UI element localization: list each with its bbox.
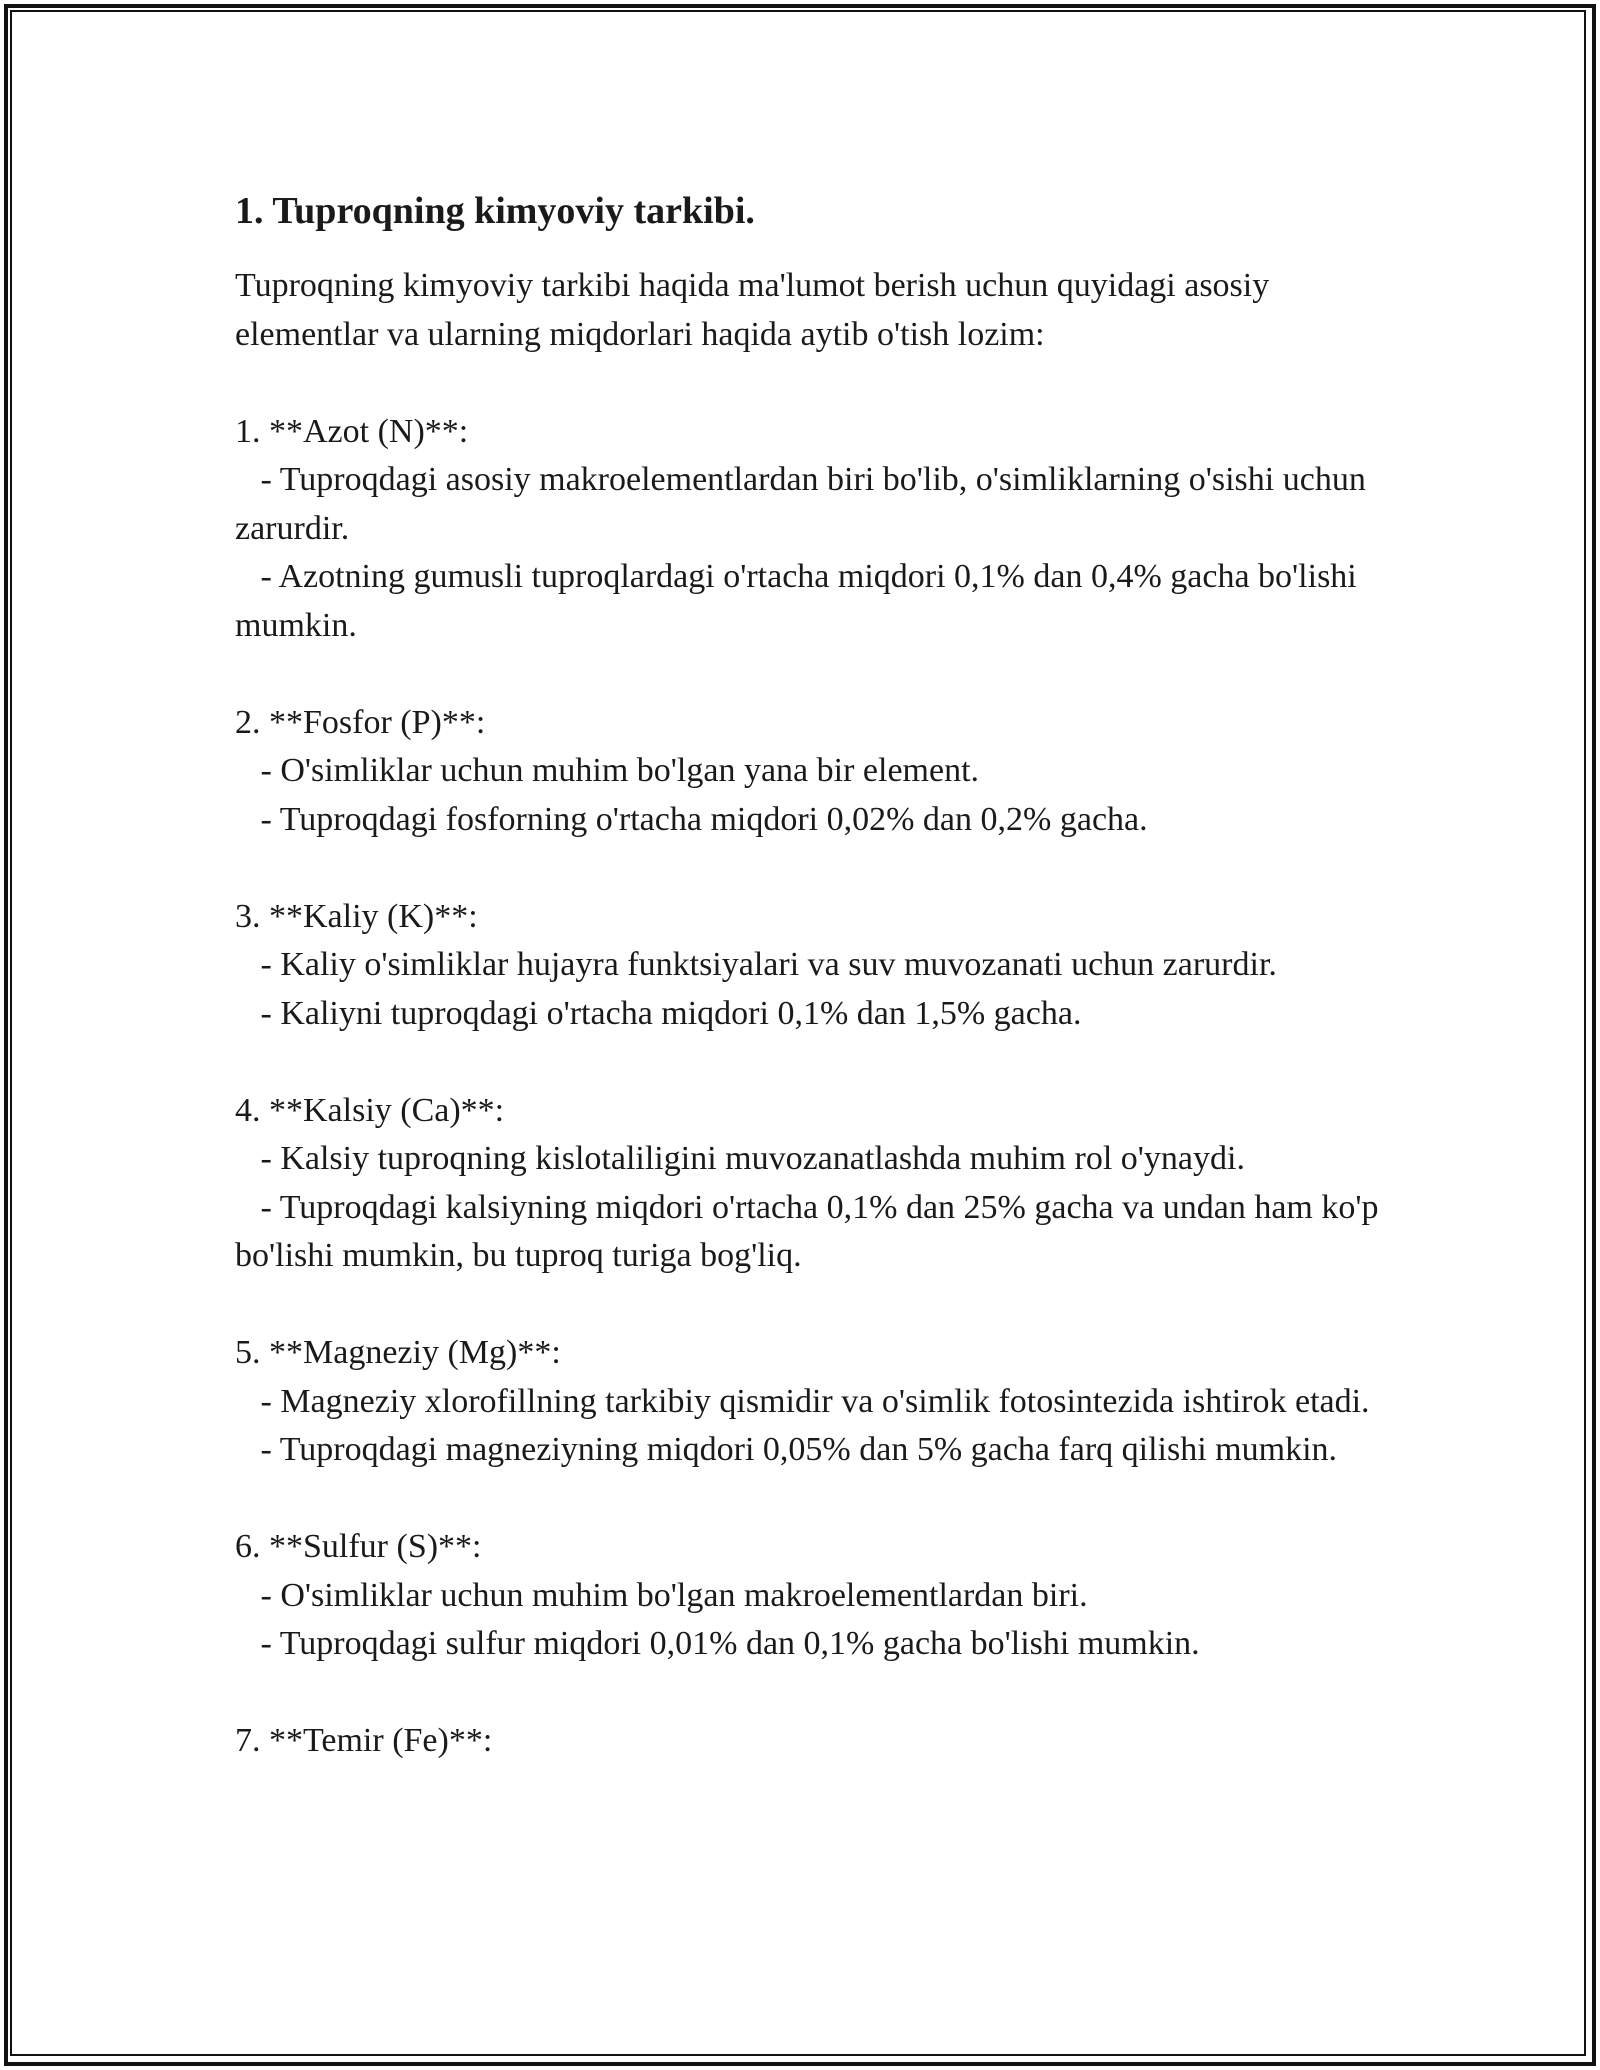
section-heading: 3. **Kaliy (K)**:: [235, 897, 478, 935]
section-point: - Kalsiy tuproqning kislotaliligini muvozanatlashda muhim rol o'ynaydi.: [235, 1140, 1245, 1177]
section-azot: [235, 408, 1415, 651]
spacer: [235, 1281, 1415, 1330]
section-point: - Tuproqdagi asosiy makroelementlardan biri bo'lib, o'simliklarning o'sishi uchun zarurdir.: [235, 461, 1375, 547]
section-kaliy: [235, 893, 1415, 1039]
section-point: - Magneziy xlorofillning tarkibiy qismidir va o'simlik fotosintezida ishtirok etadi.: [235, 1382, 1370, 1420]
spacer: [235, 359, 1415, 408]
spacer: [235, 1038, 1415, 1087]
section-heading: 7. **Temir (Fe)**:: [235, 1722, 493, 1759]
intro-paragraph: Tuproqning kimyoviy tarkibi haqida ma'lumot berish uchun quyidagi asosiy elementlar va ularning miqdorlari haqida aytib o'tish lozim:: [235, 267, 1278, 353]
spacer: [235, 650, 1415, 699]
section-point: - O'simliklar uchun muhim bo'lgan makroelementlardan biri.: [235, 1576, 1088, 1614]
section-point: - Azotning gumusli tuproqlardagi o'rtacha miqdori 0,1% dan 0,4% gacha bo'lishi mumkin.: [235, 558, 1366, 644]
section-fosfor: [235, 699, 1415, 845]
section-point: - Tuproqdagi kalsiyning miqdori o'rtacha 0,1% dan 25% gacha va undan ham ko'p bo'lishi mumkin, bu tuproq turiga bog'liq.: [235, 1188, 1387, 1274]
spacer: [235, 1669, 1415, 1718]
section-kalsiy: [235, 1087, 1415, 1281]
section-heading: 2. **Fosfor (P)**:: [235, 703, 486, 741]
document-title: 1. Tuproqning kimyoviy tarkibi.: [235, 190, 755, 232]
section-point: - Tuproqdagi sulfur miqdori 0,01% dan 0,1% gacha bo'lishi mumkin.: [235, 1625, 1200, 1662]
spacer: [235, 1475, 1415, 1524]
section-point: - Tuproqdagi fosforning o'rtacha miqdori 0,02% dan 0,2% gacha.: [235, 800, 1148, 838]
section-sulfur: [235, 1523, 1415, 1669]
section-point: - Kaliy o'simliklar hujayra funktsiyalari va suv muvozanati uchun zarurdir.: [235, 946, 1277, 983]
section-point: - Tuproqdagi magneziyning miqdori 0,05% dan 5% gacha farq qilishi mumkin.: [235, 1431, 1338, 1468]
section-magneziy: [235, 1329, 1415, 1475]
section-point: - O'simliklar uchun muhim bo'lgan yana bir element.: [235, 752, 980, 789]
section-point: - Kaliyni tuproqdagi o'rtacha miqdori 0,1% dan 1,5% gacha.: [235, 994, 1082, 1032]
section-heading: 5. **Magneziy (Mg)**:: [235, 1334, 561, 1371]
section-heading: 4. **Kalsiy (Ca)**:: [235, 1091, 505, 1129]
document-body: [235, 185, 1415, 1766]
spacer: [235, 844, 1415, 893]
section-heading: 6. **Sulfur (S)**:: [235, 1528, 482, 1565]
section-temir: [235, 1717, 1415, 1766]
section-heading: 1. **Azot (N)**:: [235, 412, 469, 450]
